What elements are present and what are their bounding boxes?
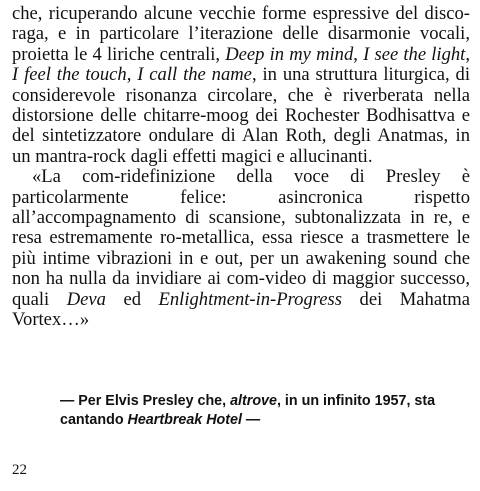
song-title-i-see-the-light: I see the light — [363, 43, 466, 65]
song-title-i-feel-the-touch: I feel the touch — [12, 64, 127, 86]
caption — [60, 392, 450, 430]
video-title-deva: Deva — [66, 288, 106, 310]
caption-text — [60, 392, 450, 430]
caption-emphasis-altrove: altrove — [230, 393, 277, 409]
song-title-deep-in-my-mind: Deep in my mind — [225, 43, 354, 65]
paragraph-1-text-end: , in una struttura liturgica, di considerevole risonanza circolare, che è riverberata nella distorsione delle chitarre-moog dei Rochester Bodhisattva e del sintetizzatore ondulare di Alan Roth, degli Anatmas, in un mantra-rock dagli effetti magici e allucinanti. — [12, 64, 471, 167]
caption-text-middle: , in un infinito 1957, sta cantando — [60, 393, 436, 428]
paragraph-2-text: «La com-ridefinizione della voce di Presley è particolarmente felice: asincronica rispetto all’accompagnamento di scansione, subtonalizzata in re, e resa estremamente ro-metallica, essa riesce a trasmettere le più intime vibrazioni in e out, per un awakening sound che non ha nulla da invidiare ai com-video di maggior successo, quali — [12, 166, 470, 310]
caption-text-start: — Per Elvis Presley che, — [60, 393, 231, 409]
paragraph-1 — [12, 4, 470, 167]
separator: , — [126, 64, 138, 86]
song-title-heartbreak-hotel: Heartbreak Hotel — [127, 412, 242, 428]
separator: ed — [105, 288, 159, 310]
caption-dash: — — [241, 412, 261, 428]
paragraph-2 — [12, 167, 470, 330]
separator: , — [353, 43, 364, 65]
body-text — [12, 4, 470, 331]
separator: , — [465, 43, 471, 65]
paragraph-1-text: che, ricuperando alcune vecchie forme espressive del disco-raga, e in particolare l’iterazione delle disarmonie vocali, proietta le 4 liriche centrali, — [12, 3, 470, 65]
video-title-enlightment-in-progress: Enlightment-in-Progress — [158, 288, 343, 310]
song-title-i-call-the-name: I call the name — [137, 64, 252, 86]
page-number: 22 — [12, 462, 27, 478]
paragraph-2-text-end: dei Mahatma Vortex…» — [12, 288, 470, 331]
